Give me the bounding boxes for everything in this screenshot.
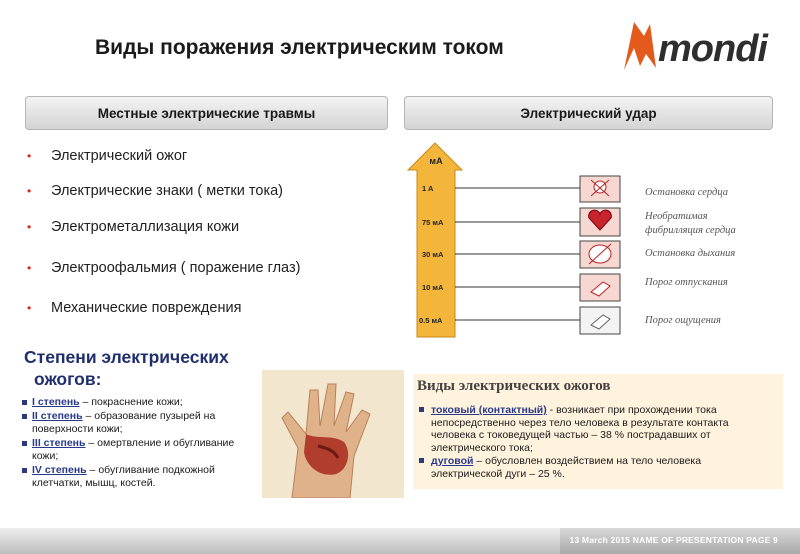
bullet-icon: •	[27, 220, 32, 234]
threshold-label: Порог ощущения	[645, 315, 721, 326]
level-label: 0.5 мА	[419, 316, 443, 325]
bullet-icon: •	[27, 301, 32, 315]
threshold-label: Необратимая фибрилляция сердца	[645, 211, 736, 236]
threshold-label: Порог отпускания	[645, 277, 728, 288]
footer-text: 13 March 2015 NAME OF PRESENTATION PAGE 9	[569, 535, 778, 545]
burn-types-title: Виды электрических ожогов	[417, 378, 611, 394]
level-label: 10 мА	[422, 283, 444, 292]
burned-hand-photo	[262, 370, 404, 498]
electric-shock-header: Электрический удар	[404, 96, 773, 130]
list-item: I степень – покраснение кожи;	[22, 396, 258, 409]
threshold-label: Остановка дыхания	[645, 248, 736, 259]
burn-types-list	[419, 404, 775, 481]
burn-degrees-panel	[22, 346, 254, 501]
burn-degrees-title: Степени электрических ожогов:	[24, 347, 229, 389]
mondi-logo-mark-icon	[620, 18, 660, 74]
scale-unit-label: мА	[429, 156, 443, 166]
burn-degrees-list	[22, 396, 258, 491]
list-item: дуговой – обусловлен воздействием на тело человека электрической дуги – 25 %.	[419, 455, 775, 480]
bullet-icon: •	[27, 261, 32, 275]
local-injuries-header: Местные электрические травмы	[25, 96, 388, 130]
bullet-icon: •	[27, 149, 32, 163]
list-item: IV степень – обугливание подкожной клетчатки, мышц, костей.	[22, 464, 258, 490]
list-item: токовый (контактный) - возникает при прохождении тока непосредственно через тело человека в результате контакта человека с токоведущей частью – 38 % пострадавших от электрического тока;	[419, 404, 775, 454]
threshold-label: Остановка сердца	[645, 187, 728, 198]
burn-types-panel	[413, 374, 783, 489]
mondi-logo	[620, 18, 780, 82]
current-threshold-diagram	[405, 140, 625, 340]
list-item: II степень – образование пузырей на поверхности кожи;	[22, 410, 258, 436]
level-label: 30 мА	[422, 250, 444, 259]
level-label: 1 A	[422, 184, 434, 193]
logo-wordmark: mondi	[658, 28, 767, 70]
bullet-icon: •	[27, 184, 32, 198]
list-item: III степень – омертвление и обугливание кожи;	[22, 437, 258, 463]
page-title: Виды поражения электрическим током	[95, 36, 504, 59]
level-label: 75 мА	[422, 218, 444, 227]
